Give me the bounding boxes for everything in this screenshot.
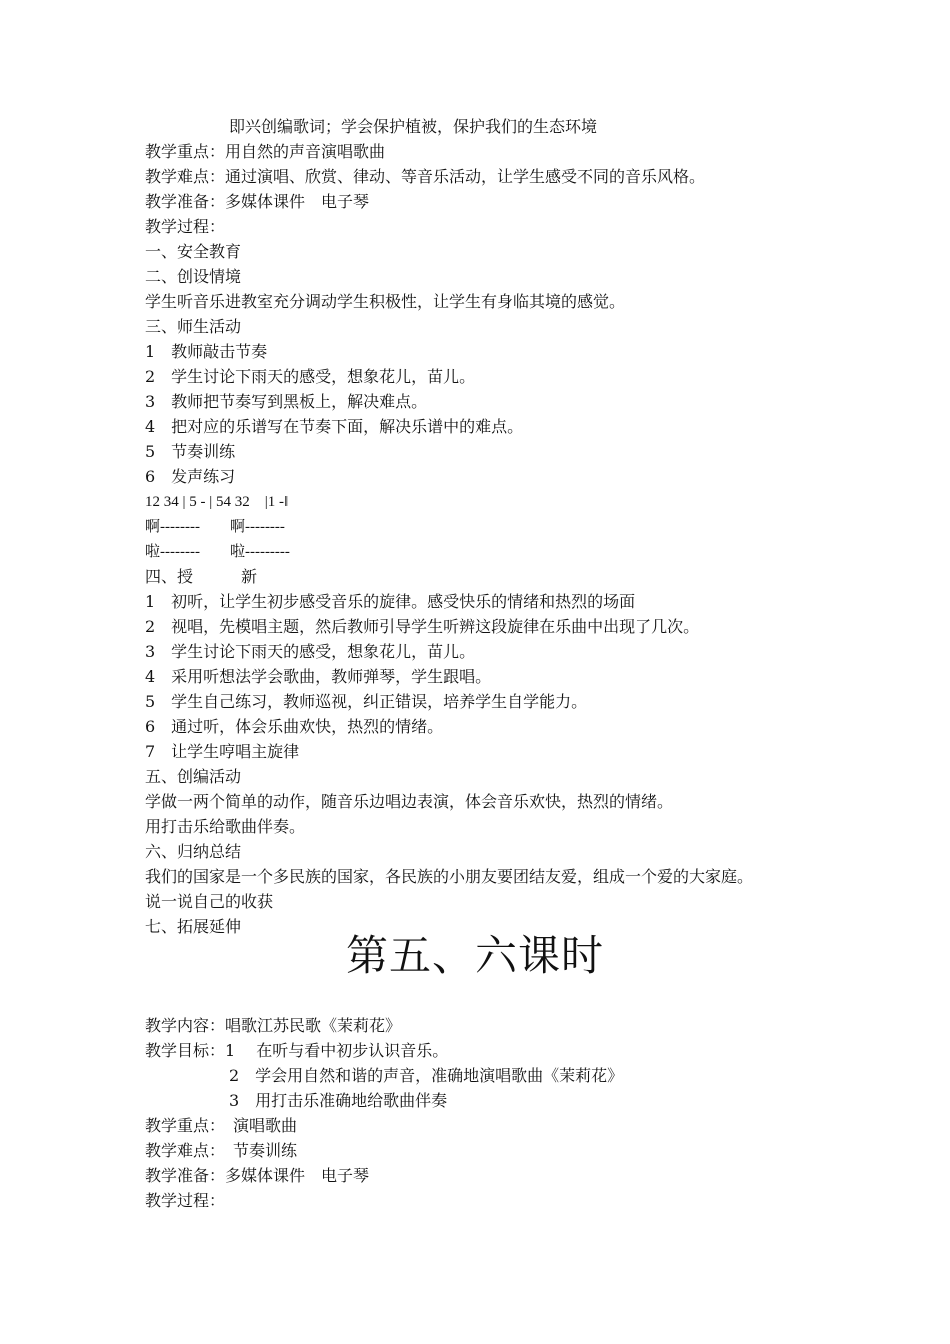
list-item: 3 教师把节奏写到黑板上，解决难点。 bbox=[145, 392, 428, 411]
goal-line-2: 2 学会用自然和谐的声音，准确地演唱歌曲《茉莉花》 bbox=[229, 1066, 624, 1085]
list-item: 5 节奏训练 bbox=[145, 442, 236, 461]
summary-text-1: 我们的国家是一个多民族的国家，各民族的小朋友要团结友爱，组成一个爱的大家庭。 bbox=[145, 867, 754, 886]
key-point-line: 教学重点： 演唱歌曲 bbox=[145, 1116, 298, 1135]
list-item: 2 学生讨论下雨天的感受，想象花儿，苗儿。 bbox=[145, 367, 476, 386]
list-item: 5 学生自己练习，教师巡视，纠正错误，培养学生自学能力。 bbox=[145, 692, 588, 711]
creative-text-1: 学做一两个简单的动作，随音乐边唱边表演，体会音乐欢快，热烈的情绪。 bbox=[145, 792, 674, 811]
difficulty-line: 教学难点：通过演唱、欣赏、律动、等音乐活动，让学生感受不同的音乐风格。 bbox=[145, 167, 706, 186]
step-heading-teaching: 四、授 新 bbox=[145, 567, 258, 586]
creative-text-2: 用打击乐给歌曲伴奏。 bbox=[145, 817, 306, 836]
step-heading-safety: 一、安全教育 bbox=[145, 242, 242, 261]
process-heading: 教学过程： bbox=[145, 217, 226, 236]
step-heading-creative: 五、创编活动 bbox=[145, 767, 242, 786]
step-heading-summary: 六、归纳总结 bbox=[145, 842, 242, 861]
scenario-text: 学生听音乐进教室充分调动学生积极性，让学生有身临其境的感觉。 bbox=[145, 292, 626, 311]
vocal-exercise-la: 啦-------- 啦--------- bbox=[145, 544, 290, 560]
key-point-line: 教学重点：用自然的声音演唱歌曲 bbox=[145, 142, 386, 161]
lesson-title: 第五、六课时 bbox=[345, 931, 604, 980]
list-item: 6 发声练习 bbox=[145, 467, 236, 486]
list-item: 2 视唱，先模唱主题，然后教师引导学生听辨这段旋律在乐曲中出现了几次。 bbox=[145, 617, 700, 636]
step-heading-scenario: 二、创设情境 bbox=[145, 267, 242, 286]
vocal-exercise-a: 啊-------- 啊-------- bbox=[145, 519, 285, 535]
list-item: 6 通过听，体会乐曲欢快，热烈的情绪。 bbox=[145, 717, 444, 736]
list-item: 3 学生讨论下雨天的感受，想象花儿，苗儿。 bbox=[145, 642, 476, 661]
summary-text-2: 说一说自己的收获 bbox=[145, 892, 274, 911]
list-item: 4 把对应的乐谱写在节奏下面，解决乐谱中的难点。 bbox=[145, 417, 524, 436]
teaching-goal-continuation: 即兴创编歌词；学会保护植被，保护我们的生态环境 bbox=[229, 117, 598, 136]
content-line: 教学内容：唱歌江苏民歌《茉莉花》 bbox=[145, 1016, 402, 1035]
list-item: 7 让学生哼唱主旋律 bbox=[145, 742, 300, 761]
step-heading-activities: 三、师生活动 bbox=[145, 317, 242, 336]
difficulty-line: 教学难点： 节奏训练 bbox=[145, 1141, 298, 1160]
preparation-line: 教学准备：多媒体课件 电子琴 bbox=[145, 192, 370, 211]
goal-line-3: 3 用打击乐准确地给歌曲伴奏 bbox=[229, 1091, 448, 1110]
list-item: 1 教师敲击节奏 bbox=[145, 342, 268, 361]
step-heading-extension: 七、拓展延伸 bbox=[145, 917, 242, 936]
music-notation: 12 34 | 5 - | 54 32 |1 -‖ bbox=[145, 494, 289, 510]
list-item: 1 初听，让学生初步感受音乐的旋律。感受快乐的情绪和热烈的场面 bbox=[145, 592, 636, 611]
preparation-line: 教学准备：多媒体课件 电子琴 bbox=[145, 1166, 370, 1185]
list-item: 4 采用听想法学会歌曲，教师弹琴，学生跟唱。 bbox=[145, 667, 492, 686]
goal-line-1: 教学目标：1 在听与看中初步认识音乐。 bbox=[145, 1041, 449, 1060]
process-heading: 教学过程： bbox=[145, 1191, 226, 1210]
